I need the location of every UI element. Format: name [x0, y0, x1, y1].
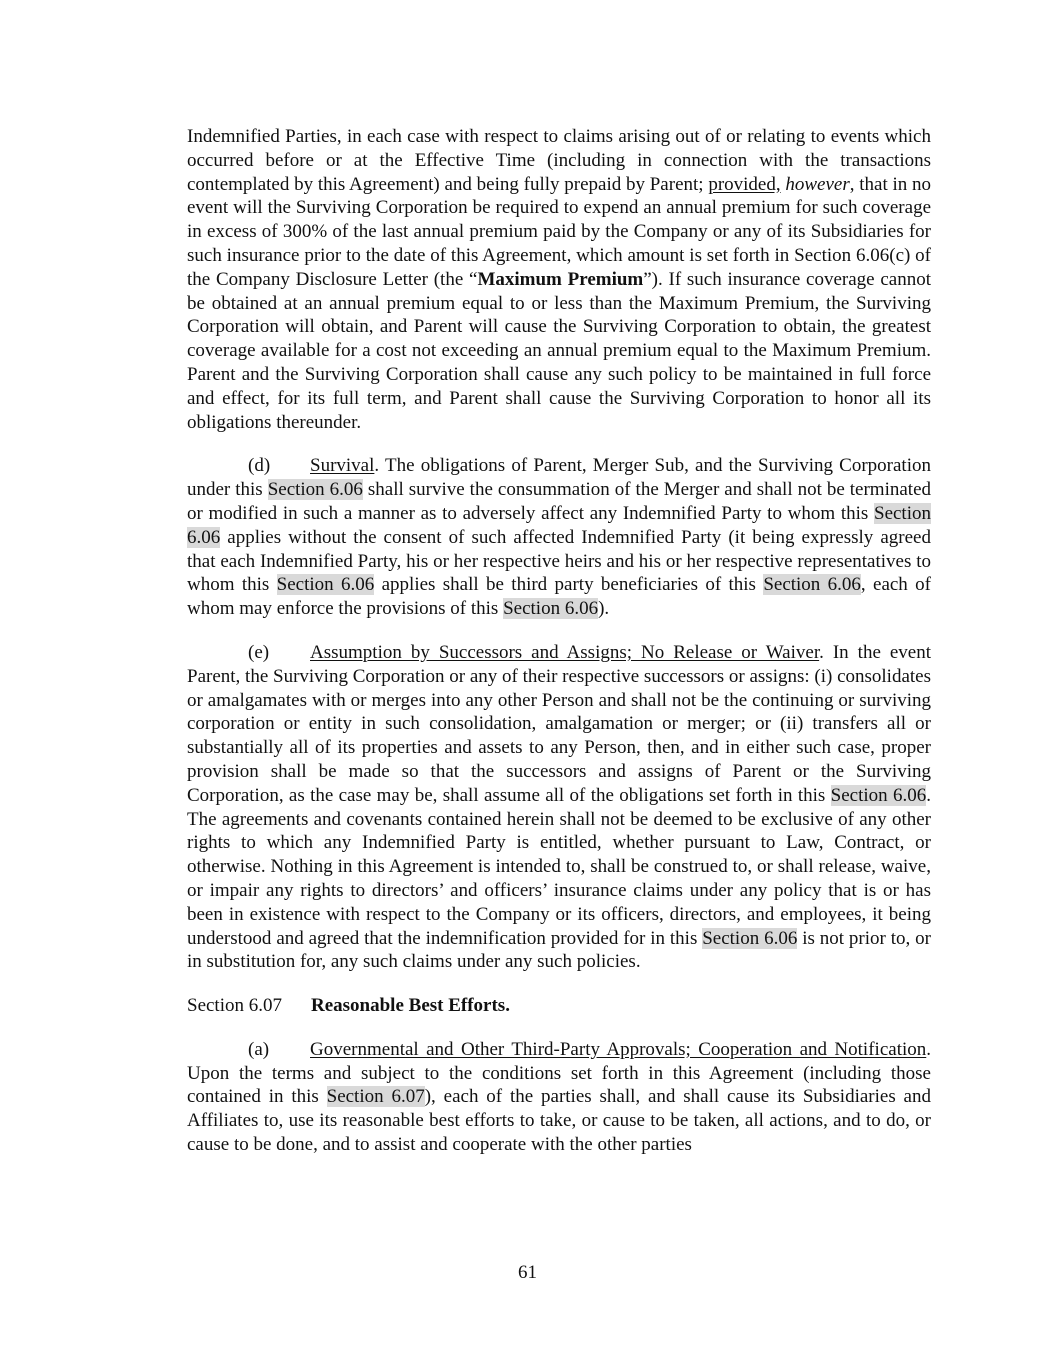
- document-page: [187, 125, 931, 1157]
- paragraph-text: applies shall be third party beneficiaries of this: [374, 574, 764, 596]
- paragraph-text: . Upon the terms and subject to the conditions set forth in this Agreement (including those contained in this: [187, 1038, 931, 1108]
- clause-heading: Assumption by Successors and Assigns; No Release or Waiver: [310, 641, 820, 663]
- section-reference-link[interactable]: Section 6.07: [326, 1086, 425, 1108]
- paragraph-text: shall survive the consummation of the Merger and shall not be terminated or modified in such a manner as to adversely affect any Indemnified Party to whom this: [187, 479, 931, 524]
- clause-heading: Survival: [310, 455, 375, 477]
- paragraph-text: , that in no event will the Surviving Corporation be required to expend an annual premium for such coverage in excess of 300% of the last annual premium paid by the Company or any of its Subsidiaries for such insurance prior to the date of this Agreement, which amount is set forth in Section 6.06(c) of the Company Disclosure Letter (the “: [187, 173, 932, 290]
- clause-label: (a): [248, 1038, 270, 1060]
- page-number: 61: [518, 1262, 537, 1283]
- paragraph-text: . In the event Parent, the Surviving Corporation or any of their respective successors or assigns: (i) consolidates or amalgamates with or merges into any other Person and shall not be the continuing or surviving corporation or entity in such consolidation, amalgamation or merger; or (ii) transfers all or substantially all of its properties and assets to any Person, then, and in either such case, proper provision shall be made so that the successors and assigns of Parent or the Surviving Corporation, as the case may be, shall assume all of the obligations set forth in this: [187, 641, 932, 806]
- section-heading-6-07: [187, 994, 931, 1018]
- section-number: Section 6.07: [187, 995, 282, 1017]
- section-reference-link[interactable]: Section 6.06: [187, 502, 931, 548]
- paragraph-text: ).: [598, 598, 610, 620]
- clause-heading: Governmental and Other Third-Party Approvals; Cooperation and Notification: [310, 1038, 927, 1060]
- paragraph-e-assumption: [187, 641, 931, 974]
- clause-label: (e): [248, 641, 270, 663]
- paragraph-d-survival: [187, 454, 931, 621]
- defined-term-maximum-premium: Maximum Premium: [477, 268, 644, 290]
- paragraph-text: . The agreements and covenants contained herein shall not be deemed to be exclusive of any other rights to which any Indemnified Party is entitled, whether pursuant to Law, Contract, or otherwise. Nothing in this Agreement is intended to, shall be construed to, or shall release, waive, or impair any rights to directors’ and officers’ insurance claims under any policy that is or has been in existence with respect to the Company or its officers, directors, and employees, it being understood and agreed that the indemnification provided for in this: [187, 784, 931, 949]
- paragraph-text: ), each of the parties shall, and shall cause its Subsidiaries and Affiliates to, use its reasonable best efforts to take, or cause to be taken, all actions, and to do, or cause to be done, and to assist and cooperate with the other parties: [187, 1086, 931, 1156]
- paragraph-text: Indemnified Parties, in each case with respect to claims arising out of or relating to events which occurred before or at the Effective Time (including in connection with the transactions contemplated by this Agreement) and being fully prepaid by Parent;: [187, 126, 931, 195]
- paragraph-a-approvals: [187, 1038, 931, 1157]
- section-reference-link[interactable]: Section 6.06: [763, 574, 861, 596]
- section-reference-link[interactable]: Section 6.06: [503, 598, 599, 620]
- section-reference-link[interactable]: Section 6.06: [267, 479, 363, 501]
- paragraph-text: . The obligations of Parent, Merger Sub, and the Surviving Corporation under this: [187, 455, 931, 501]
- paragraph-text: , each of whom may enforce the provisions of this: [187, 574, 931, 620]
- paragraph-text: ”). If such insurance coverage cannot be obtained at an annual premium equal to or less than the Maximum Premium, the Surviving Corporation will obtain, and Parent will cause the Surviving Corporation to obtain, the greatest coverage available for a cost not exceeding an annual premium equal to the Maximum Premium. Parent and the Surviving Corporation shall cause any such policy to be maintained in full force and effect, for its full term, and Parent shall cause the Surviving Corporation to honor all its obligations thereunder.: [187, 268, 931, 433]
- clause-label: (d): [248, 455, 271, 477]
- paragraph-text: applies without the consent of such affected Indemnified Party (it being expressly agreed that each Indemnified Party, his or her respective heirs and his or her respective representatives to whom this: [187, 526, 931, 596]
- paragraph-text: is not prior to, or in substitution for, any such claims under any such policies.: [187, 927, 931, 973]
- provided-term: provided,: [708, 173, 781, 195]
- section-reference-link[interactable]: Section 6.06: [830, 784, 927, 806]
- section-reference-link[interactable]: Section 6.06: [702, 927, 798, 949]
- paragraph-insurance-continuation: [187, 125, 931, 434]
- section-title: Reasonable Best Efforts.: [311, 995, 510, 1017]
- section-reference-link[interactable]: Section 6.06: [276, 574, 375, 596]
- however-term: however: [785, 173, 850, 195]
